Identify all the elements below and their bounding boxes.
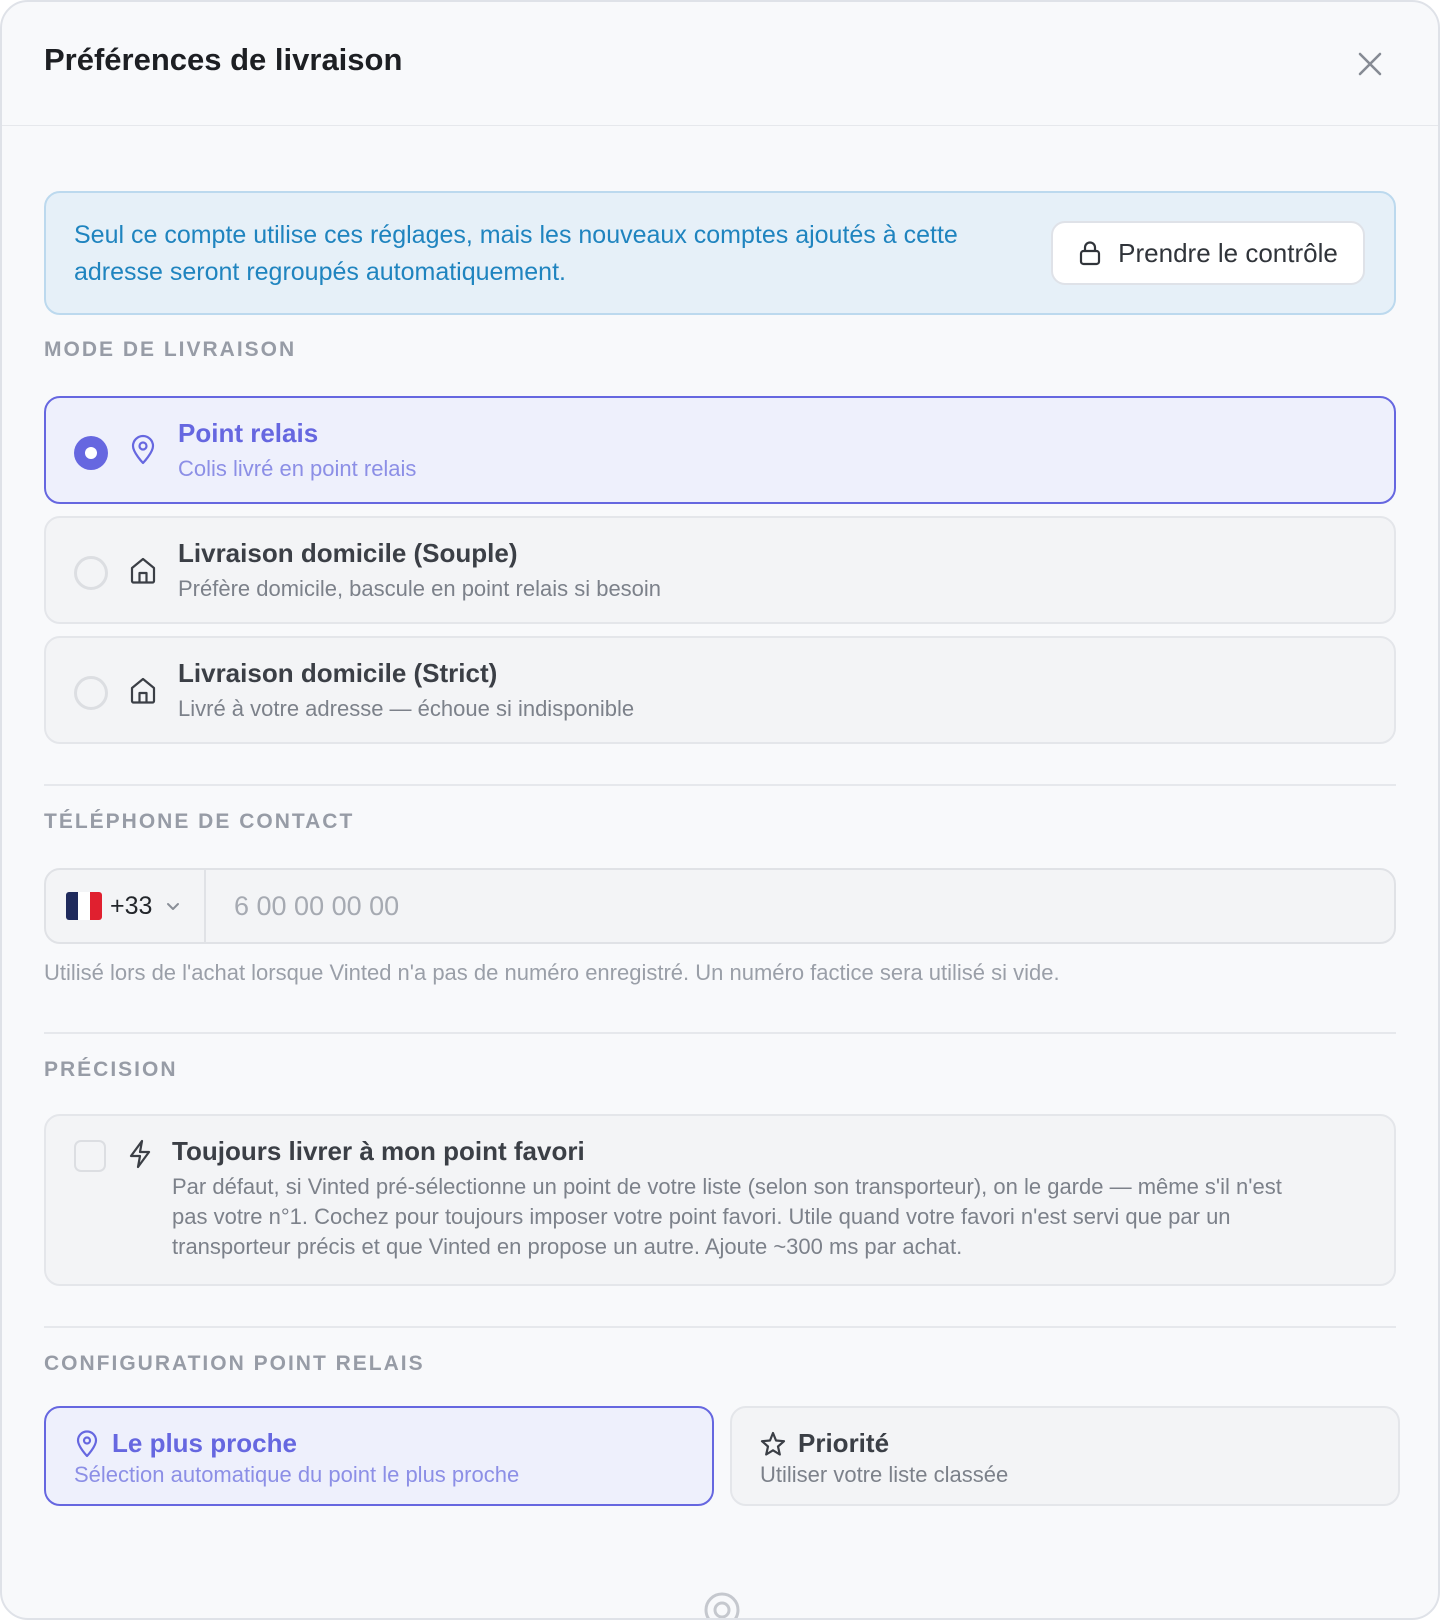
relay-option-title: Le plus proche: [112, 1428, 297, 1458]
relay-option-subtitle: Utiliser votre liste classée: [760, 1462, 1009, 1487]
precision-section-label: PRÉCISION: [44, 1058, 178, 1081]
favorite-point-option[interactable]: [44, 1114, 1396, 1286]
map-pin-icon: [128, 434, 158, 466]
favorite-point-title: Toujours livrer à mon point favori: [172, 1136, 585, 1166]
favorite-point-description: Par défaut, si Vinted pré-sélectionne un point de votre liste (selon son transporteur), on le garde — même s'il n'est pas votre n°1. Cochez pour toujours imposer votre point favori. Utile quand votre favori n'est servi que par un transporteur précis et que Vinted en propose un autre. Ajoute ~300 ms par achat.: [172, 1174, 1282, 1259]
country-code: +33: [110, 891, 153, 920]
phone-field: [44, 868, 1396, 944]
phone-hint: Utilisé lors de l'achat lorsque Vinted n'a pas de numéro enregistré. Un numéro factice sera utilisé si vide.: [44, 960, 1060, 985]
modal-header: [2, 2, 1438, 126]
take-control-label: Prendre le contrôle: [1118, 237, 1338, 268]
option-title: Livraison domicile (Strict): [178, 658, 498, 688]
info-banner: [44, 191, 1396, 315]
country-code-select[interactable]: [46, 870, 206, 942]
home-icon: [128, 674, 158, 706]
option-title: Point relais: [178, 418, 319, 448]
section-divider: [44, 1032, 1396, 1034]
option-subtitle: Livré à votre adresse — échoue si indisponible: [178, 696, 635, 721]
option-title: Livraison domicile (Souple): [178, 538, 518, 568]
close-icon: [1357, 51, 1383, 77]
info-banner-text: Seul ce compte utilise ces réglages, mais les nouveaux comptes ajoutés à cette adresse seront regroupés automatiquement.: [74, 221, 958, 286]
star-icon: [760, 1430, 786, 1458]
option-subtitle: Préfère domicile, bascule en point relais si besoin: [178, 576, 662, 601]
delivery-option-home-strict[interactable]: [44, 636, 1396, 744]
delivery-option-point-relais[interactable]: [44, 396, 1396, 504]
relay-option-subtitle: Sélection automatique du point le plus proche: [74, 1462, 520, 1487]
relay-option-nearest[interactable]: [44, 1406, 714, 1506]
lock-icon: [1078, 240, 1102, 266]
section-divider: [44, 1326, 1396, 1328]
lightning-icon: [126, 1138, 154, 1170]
delivery-mode-label: MODE DE LIVRAISON: [44, 338, 297, 361]
relay-config-label: CONFIGURATION POINT RELAIS: [44, 1352, 425, 1375]
radio-home-flexible[interactable]: [74, 556, 108, 590]
chevron-down-icon: [164, 900, 182, 912]
phone-section-label: TÉLÉPHONE DE CONTACT: [44, 810, 355, 833]
map-pin-icon: [74, 1430, 100, 1458]
relay-option-priority[interactable]: [730, 1406, 1400, 1506]
modal-title: Préférences de livraison: [44, 42, 403, 77]
option-subtitle: Colis livré en point relais: [178, 456, 417, 481]
take-control-button[interactable]: [1051, 221, 1365, 285]
relay-option-title: Priorité: [798, 1428, 890, 1458]
section-divider: [44, 784, 1396, 786]
target-icon: [702, 1590, 742, 1620]
phone-input[interactable]: [206, 870, 1394, 942]
radio-home-strict[interactable]: [74, 676, 108, 710]
delivery-option-home-flexible[interactable]: [44, 516, 1396, 624]
close-button[interactable]: [1352, 46, 1388, 82]
favorite-point-checkbox[interactable]: [74, 1140, 106, 1172]
france-flag-icon: [66, 892, 102, 920]
home-icon: [128, 554, 158, 586]
radio-point-relais[interactable]: [74, 436, 108, 470]
